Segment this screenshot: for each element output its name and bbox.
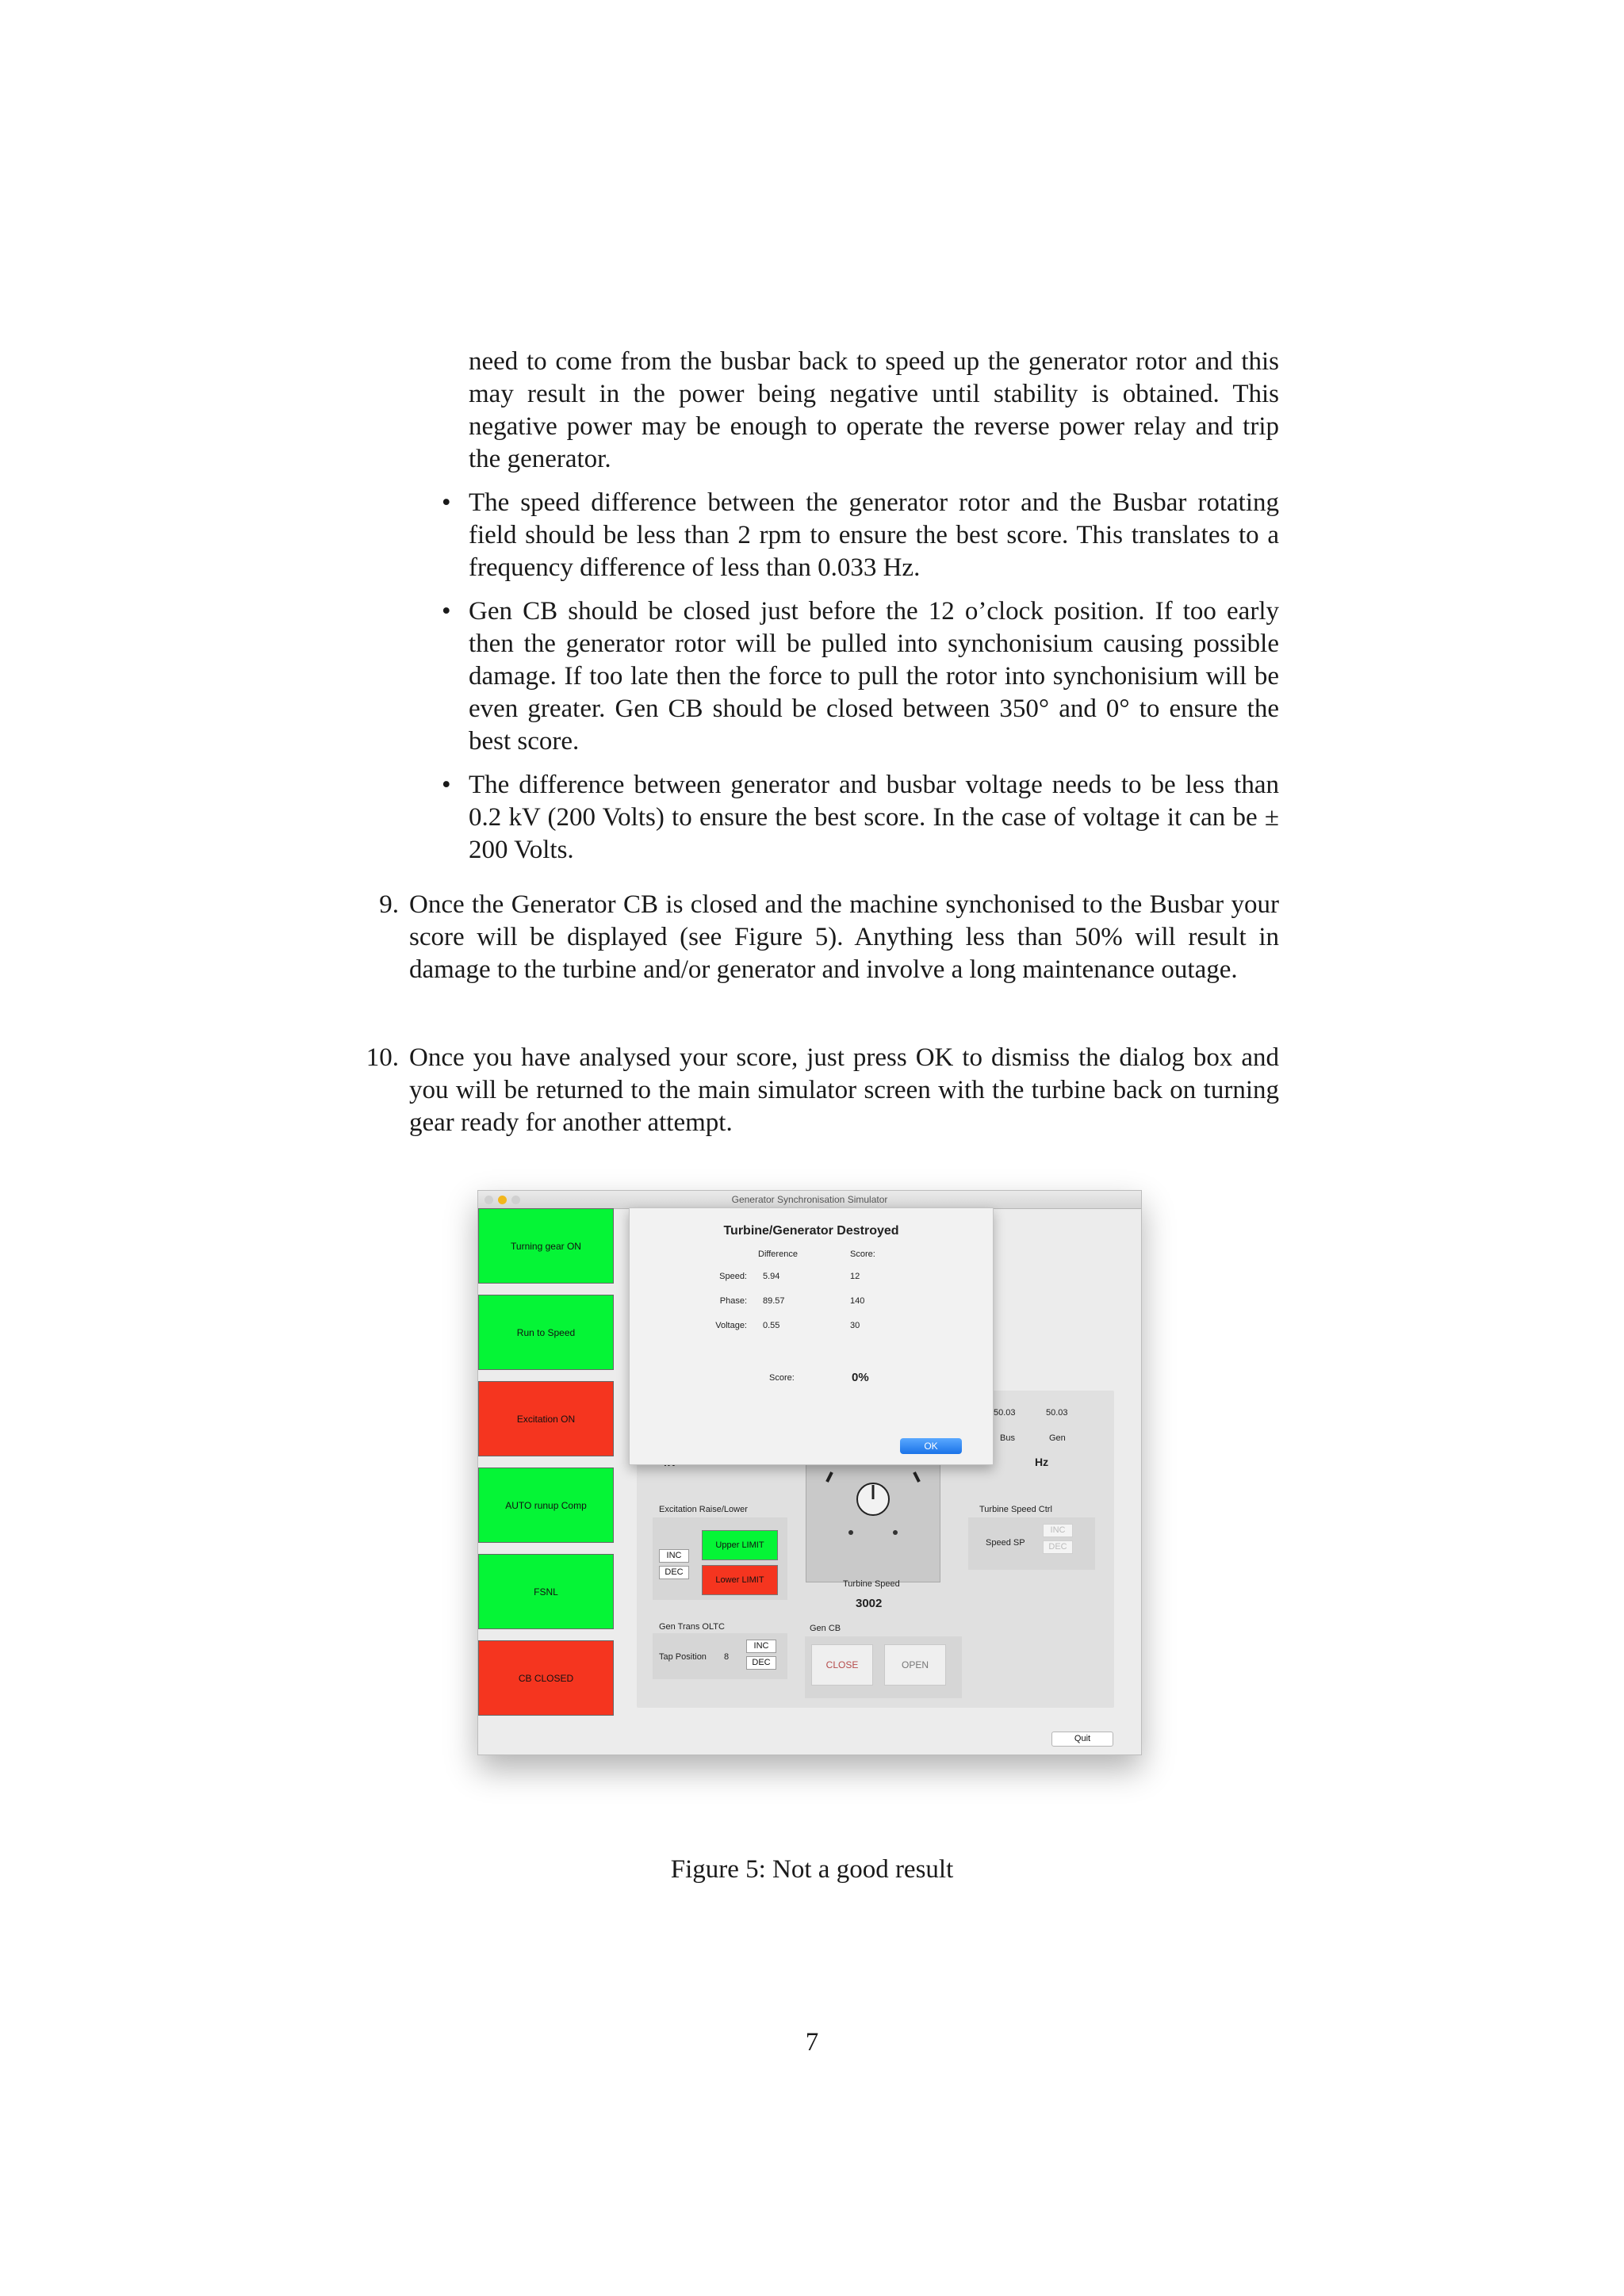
tap-position-label: Tap Position [659, 1652, 707, 1662]
simulator-window [477, 1190, 1142, 1755]
lower-limit-indicator: Lower LIMIT [702, 1565, 778, 1595]
synchroscope-dial-icon [806, 1448, 940, 1582]
hz-unit: Hz [1035, 1456, 1049, 1468]
turbine-speed-label: Turbine Speed [843, 1579, 900, 1589]
run-to-speed-button[interactable]: Run to Speed [478, 1295, 614, 1370]
item-number: 9. [379, 890, 399, 919]
open-cb-button[interactable]: OPEN [884, 1644, 946, 1686]
quit-button[interactable]: Quit [1051, 1732, 1113, 1747]
total-score-label: Score: [769, 1373, 795, 1383]
total-score-value: 0% [852, 1371, 869, 1384]
score-column-header: Score: [850, 1249, 875, 1259]
fsnl-button[interactable]: FSNL [478, 1554, 614, 1629]
close-cb-button[interactable]: CLOSE [811, 1644, 873, 1686]
bullet-item: The speed difference between the generator rotor and the Busbar rotating field should be less than 2 rpm to ensure the best score. This translates to a frequency difference of less than 0.033 Hz. [469, 488, 1279, 582]
turning-gear-button[interactable]: Turning gear ON [478, 1208, 614, 1284]
excitation-dec-button[interactable]: DEC [659, 1566, 689, 1579]
excitation-button[interactable]: Excitation ON [478, 1381, 614, 1456]
speed-difference: 5.94 [763, 1272, 780, 1281]
voltage-score: 30 [850, 1321, 860, 1330]
figure-caption: Figure 5: Not a good result [670, 1855, 954, 1884]
speed-row-label: Speed: [719, 1272, 747, 1281]
enumerated-item: Once you have analysed your score, just press OK to dismiss the dialog box and you will be returned to the main simulator screen with the turbine back on turning gear ready for another attempt. [409, 1043, 1279, 1137]
gen-frequency-value: 50.03 [1046, 1408, 1068, 1418]
phase-row-label: Phase: [719, 1296, 747, 1306]
speed-sp-label: Speed SP [986, 1538, 1025, 1548]
bus-label: Bus [1000, 1433, 1015, 1443]
cb-closed-button[interactable]: CB CLOSED [478, 1640, 614, 1716]
score-dialog [629, 1207, 994, 1465]
window-title: Generator Synchronisation Simulator [731, 1194, 888, 1205]
bullet-marker: • [442, 597, 451, 626]
continued-paragraph: need to come from the busbar back to speed up the generator rotor and this may result in the power being negative until stability is obtained. This negative power may be enough to operate the reverse power relay and trip the generator. [469, 347, 1279, 473]
gen-label: Gen [1049, 1433, 1066, 1443]
speed-dec-button[interactable]: DEC [1043, 1540, 1073, 1554]
upper-limit-indicator: Upper LIMIT [702, 1530, 778, 1560]
speed-ctrl-title: Turbine Speed Ctrl [979, 1505, 1052, 1514]
page-number: 7 [805, 2028, 819, 2057]
speed-inc-button[interactable]: INC [1043, 1524, 1073, 1537]
ok-button[interactable]: OK [900, 1438, 962, 1454]
voltage-difference: 0.55 [763, 1321, 780, 1330]
difference-column-header: Difference [758, 1249, 798, 1259]
gen-cb-title: Gen CB [810, 1624, 841, 1633]
phase-score: 140 [850, 1296, 865, 1306]
excitation-inc-button[interactable]: INC [659, 1549, 689, 1563]
phase-difference: 89.57 [763, 1296, 785, 1306]
tap-inc-button[interactable]: INC [746, 1640, 776, 1653]
turbine-speed-value: 3002 [856, 1597, 883, 1610]
title-bar [478, 1191, 1141, 1209]
synchroscope [806, 1448, 940, 1582]
speed-score: 12 [850, 1272, 860, 1281]
bullet-item: The difference between generator and busbar voltage needs to be less than 0.2 kV (200 Volts) to ensure the best score. In the case of voltage it can be ± 200 Volts. [469, 771, 1279, 864]
item-number: 10. [366, 1043, 399, 1072]
dialog-title: Turbine/Generator Destroyed [723, 1224, 899, 1238]
bullet-item: Gen CB should be closed just before the 12 o’clock position. If too early then the generator rotor will be pulled into synchonisium causing possible damage. If too late then the force to pull the rotor into synchonisium will be even greater. Gen CB should be closed between 350° and 0° to ensure the best score. [469, 597, 1279, 756]
excitation-title: Excitation Raise/Lower [659, 1505, 748, 1514]
tap-position-value: 8 [724, 1652, 730, 1662]
voltage-row-label: Voltage: [715, 1321, 747, 1330]
bullet-marker: • [442, 488, 451, 517]
bullet-marker: • [442, 771, 451, 799]
oltc-title: Gen Trans OLTC [659, 1622, 725, 1632]
auto-runup-button[interactable]: AUTO runup Comp [478, 1468, 614, 1543]
enumerated-item: Once the Generator CB is closed and the machine synchonised to the Busbar your score will be displayed (see Figure 5). Anything less than 50% will result in damage to the turbine and/or generator and involve a long maintenance outage. [409, 890, 1279, 984]
tap-dec-button[interactable]: DEC [746, 1656, 776, 1670]
bus-frequency-value: 50.03 [994, 1408, 1016, 1418]
